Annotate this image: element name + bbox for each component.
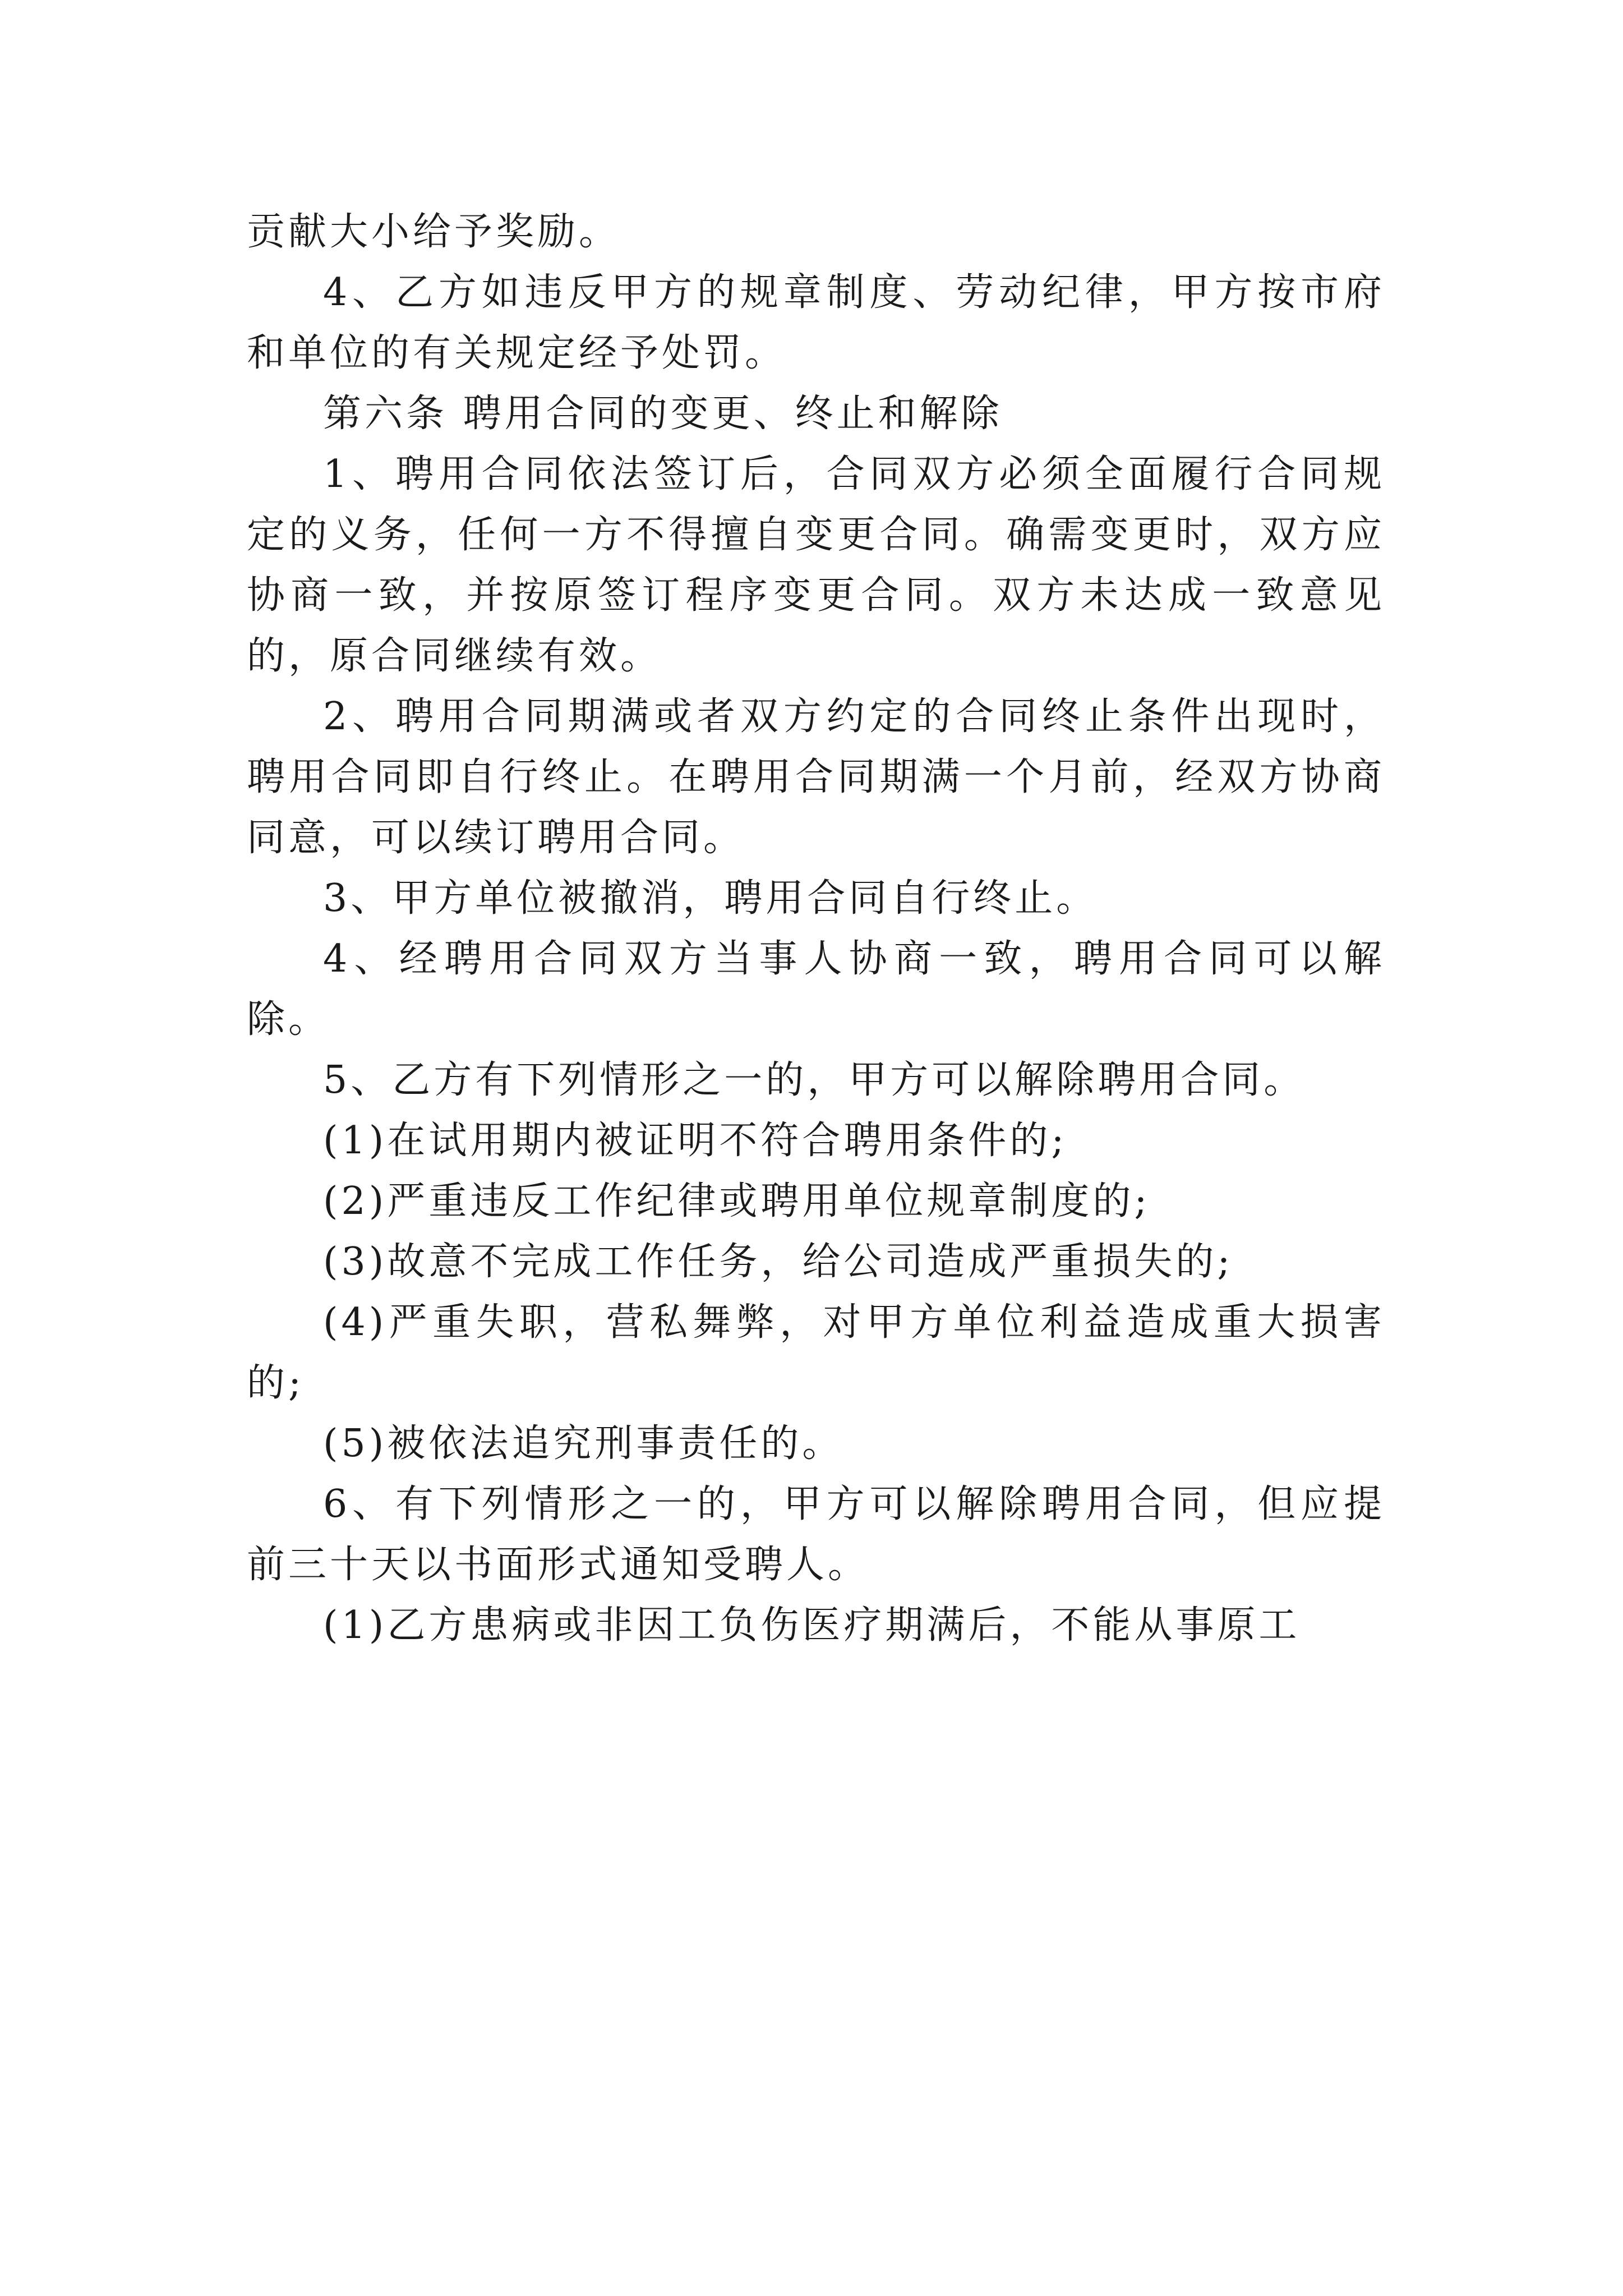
list-item-6-5-2: (2)严重违反工作纪律或聘用单位规章制度的;: [323, 1179, 1151, 1223]
paragraph-clause-6-6: 6、有下列情形之一的，甲方可以解除聘用合同，但应提前三十天以书面形式通知受聘人。: [247, 1482, 1385, 1587]
paragraph-clause-6-2: 2、聘用合同期满或者双方约定的合同终止条件出现时，聘用合同即自行终止。在聘用合同期满一个月前，经双方协商同意，可以续订聘用合同。: [247, 694, 1385, 860]
paragraph-clause-6-5: 5、乙方有下列情形之一的，甲方可以解除聘用合同。: [323, 1058, 1306, 1102]
list-item-6-5-4: (4)严重失职，营私舞弊，对甲方单位利益造成重大损害的;: [247, 1300, 1385, 1405]
list-item-6-6-1: (1)乙方患病或非因工负伤医疗期满后，不能从事原工: [323, 1603, 1301, 1648]
paragraph-clause-6-4: 4、经聘用合同双方当事人协商一致，聘用合同可以解除。: [247, 937, 1385, 1042]
list-item-6-5-3: (3)故意不完成工作任务，给公司造成严重损失的;: [323, 1240, 1234, 1284]
paragraph-clause-6-3: 3、甲方单位被撤消，聘用合同自行终止。: [323, 876, 1098, 921]
paragraph-clause-6-1: 1、聘用合同依法签订后，合同双方必须全面履行合同规定的义务，任何一方不得擅自变更合同。确需变更时，双方应协商一致，并按原签订程序变更合同。双方未达成一致意见的，原合同继续有效。: [247, 452, 1385, 678]
list-item-6-5-5: (5)被依法追究刑事责任的。: [323, 1421, 844, 1466]
list-item-6-5-1: (1)在试用期内被证明不符合聘用条件的;: [323, 1119, 1068, 1163]
paragraph-continuation: 贡献大小给予奖励。: [247, 210, 621, 254]
document-body: [247, 202, 1385, 1656]
paragraph-clause-5-4: 4、乙方如违反甲方的规章制度、劳动纪律，甲方按市府和单位的有关规定经予处罚。: [247, 270, 1385, 375]
article-6-heading: 第六条 聘用合同的变更、终止和解除: [323, 392, 1003, 436]
